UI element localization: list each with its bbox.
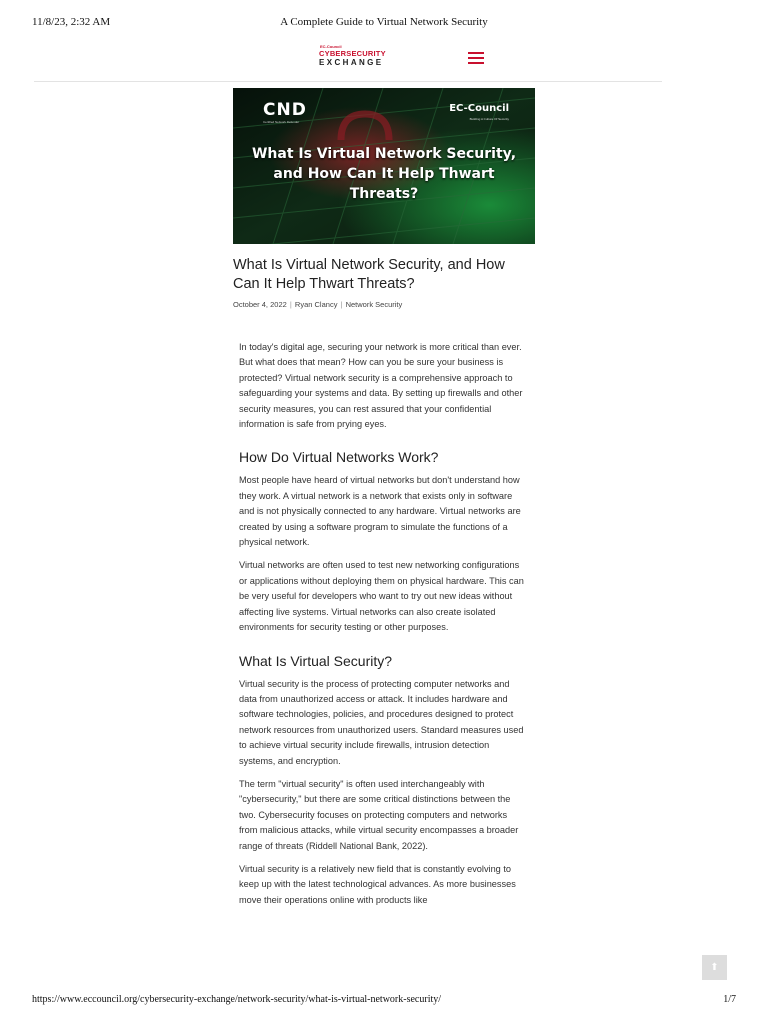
print-date: 11/8/23, 2:32 AM xyxy=(32,16,111,28)
hero-image xyxy=(233,88,535,244)
category-link[interactable]: Network Security xyxy=(345,300,403,309)
hamburger-menu-icon[interactable] xyxy=(468,52,484,64)
site-header xyxy=(34,44,662,82)
intro-paragraph: In today's digital age, securing your network is more critical than ever. But what does that mean? How can you be sure your business is protected? Virtual network security is a comprehensive approach to safeguarding your systems and data. By setting up firewalls and other security measures, you can rest assured that your confidential information is safe from prying eyes. xyxy=(239,342,523,430)
scroll-to-top-button[interactable] xyxy=(702,955,727,980)
arrow-up-icon: ⬆ xyxy=(710,962,719,973)
logo-line-1: CYBERSECURITY xyxy=(319,49,386,58)
meta-separator: | xyxy=(338,300,345,309)
section-heading-virtual-networks: How Do Virtual Networks Work? xyxy=(239,449,439,466)
meta-separator: | xyxy=(287,300,294,309)
logo-line-2: EXCHANGE xyxy=(319,58,384,67)
print-document-title: A Complete Guide to Virtual Network Security xyxy=(280,16,488,28)
author-link[interactable]: Ryan Clancy xyxy=(294,300,338,309)
paragraph: Most people have heard of virtual networks but don't understand how they work. A virtual network is a network that exists only in software and is not physically connected to any hardware. Virtual networks are created by using a software program to simulate the functions of a physical network. xyxy=(239,475,521,548)
cnd-logo: CND xyxy=(263,100,307,120)
section-heading-virtual-security: What Is Virtual Security? xyxy=(239,652,393,669)
paragraph: Virtual networks are often used to test new networking configurations or applications without deploying them on physical hardware. This can be very useful for developers who want to try out new ideas without affecting live systems. Virtual networks can also create isolated environments for security testing or other purposes. xyxy=(239,560,524,633)
article-body xyxy=(239,340,528,916)
hero-title: What Is Virtual Network Security, and How Can It Help Thwart Threats? xyxy=(251,146,517,202)
ec-council-tagline: Building A Culture Of Security xyxy=(469,117,509,121)
paragraph: Virtual security is the process of protecting computer networks and data from unauthorized access or attack. It includes hardware and software technologies, policies, and procedures designed to protect network resources from unauthorized users. Standard measures used to achieve virtual security include firewalls, intrusion detection systems, and encryption. xyxy=(239,678,524,766)
paragraph: The term "virtual security" is often used interchangeably with "cybersecurity," but there are some critical distinctions between the two. Cybersecurity focuses on protecting computers and networks from malicious attacks, while virtual security encompasses a broader range of threats (Riddell National Bank, 2022). xyxy=(239,778,519,851)
logo-small-text: EC-Council xyxy=(320,44,342,49)
ec-council-logo: EC-Council xyxy=(449,103,509,114)
site-logo[interactable] xyxy=(319,44,386,70)
print-url: https://www.eccouncil.org/cybersecurity-exchange/network-security/what-is-virtual-network-security/ xyxy=(32,994,442,1005)
article-title: What Is Virtual Network Security, and How Can It Help Thwart Threats? xyxy=(233,257,505,292)
article-meta xyxy=(233,300,402,309)
page-number: 1/7 xyxy=(723,994,736,1005)
cnd-logo-subtitle: Certified Network Defender xyxy=(263,120,300,124)
article-date-link[interactable]: October 4, 2022 xyxy=(233,300,287,309)
paragraph: Virtual security is a relatively new field that is constantly evolving to keep up with the latest technological advances. As more businesses move their operations online with products like xyxy=(239,863,516,905)
